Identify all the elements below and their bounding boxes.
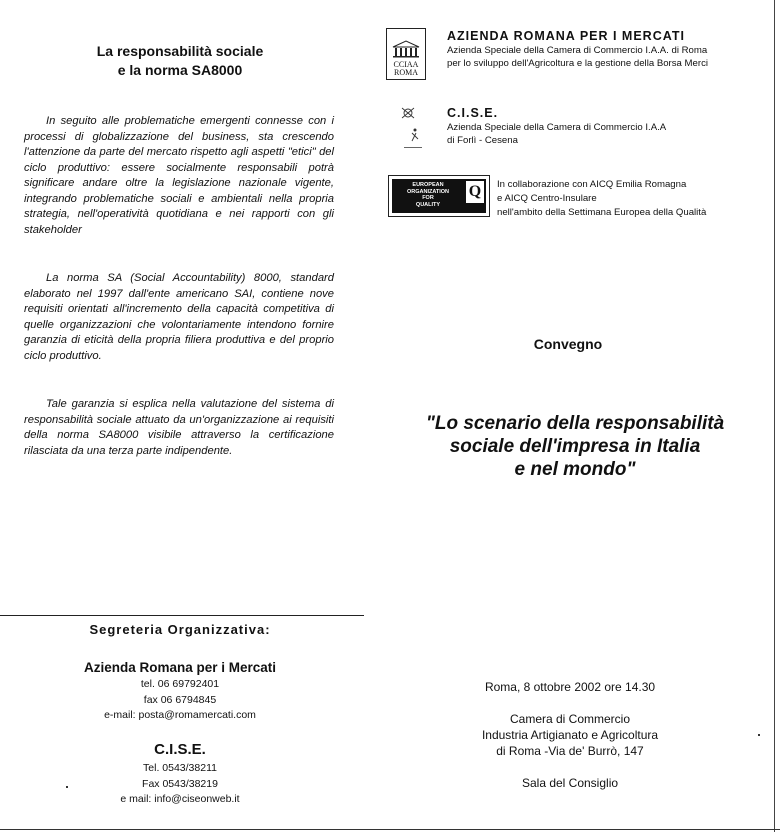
guarantee-paragraph: Tale garanzia si esplica nella valutazione del sistema di responsabilità sociale attuato da un'organizzazione ai requisiti della norma SA8000 visibile attraverso la certificazione rilasciata da una terza parte indipendente. — [24, 398, 334, 457]
contact-block-arm — [30, 659, 330, 724]
venue-line: Camera di Commercio — [509, 712, 631, 726]
eoq-text: EUROPEAN — [412, 182, 444, 188]
eoq-text: ORGANIZATION — [406, 188, 450, 195]
page-edge — [0, 829, 780, 830]
org-name: C.I.S.E. — [447, 106, 499, 120]
cise-emblem-icon — [398, 105, 430, 151]
contact-tel: Tel. 0543/38211 — [143, 762, 217, 774]
building-icon — [391, 40, 421, 58]
contact-block-cise — [30, 741, 330, 808]
eoq-text: QUALITY — [415, 201, 441, 208]
leaflet-title — [30, 42, 330, 80]
org-subtitle: Azienda Speciale della Camera di Commercio I.A.A — [447, 122, 667, 133]
org-subtitle: di Forlì - Cesena — [447, 135, 518, 146]
eoq-text: FOR — [422, 195, 434, 201]
org-subtitle: Azienda Speciale della Camera di Commercio I.A.A. di Roma — [447, 45, 708, 56]
venue-line: di Roma -Via de' Burrò, 147 — [496, 744, 644, 758]
event-title-line: "Lo scenario della responsabilità — [425, 413, 725, 434]
event-title-line: e nel mondo" — [514, 459, 636, 480]
cise-logo — [398, 105, 430, 156]
contact-email: e-mail: posta@romamercati.com — [104, 709, 256, 721]
event-date: Roma, 8 ottobre 2002 ore 14.30 — [484, 680, 656, 694]
collaboration-line: In collaborazione con AICQ Emilia Romagna — [497, 179, 687, 190]
eoq-q-letter: Q — [466, 181, 484, 203]
leaflet-title-line1: La responsabilità sociale — [96, 43, 264, 59]
venue-line: Industria Artigianato e Agricoltura — [481, 728, 659, 742]
event-label: Convegno — [533, 336, 603, 352]
collaboration-line: nell'ambito della Settimana Europea della Qualità — [497, 207, 707, 218]
norm-paragraph: La norma SA (Social Accountability) 8000, standard elaborato nel 1997 dall'ente americano SAI, contiene nove requisiti orientati all'incremento della capacità competitiva di quelle organizzazioni che volontariamente intendono fornire garanzia di eticità della propria filiera produttiva e del proprio ciclo produttivo. — [24, 272, 334, 362]
intro-paragraph: In seguito alle problematiche emergenti connesse con i processi di globalizzazione del business, sta crescendo l'attenzione da parte del mercato rispetto agli aspetti "etici" del ciclo produttivo: essere socialmente responsabili potrà significare andare oltre la legislazione nazionale vigente, integrando problematiche sociali e ambientali nella propria strategia, nell'operatività quotidiana e nei rapporti con gli stakeholder — [24, 115, 334, 236]
scan-speck — [66, 786, 68, 788]
logo-text: ROMA — [393, 68, 418, 77]
cciaa-roma-logo — [386, 28, 426, 80]
page-edge — [774, 0, 775, 832]
event-title-line: sociale dell'impresa in Italia — [449, 436, 701, 457]
event-venue — [420, 711, 720, 759]
leaflet-title-line2: e la norma SA8000 — [117, 62, 243, 78]
contact-fax: Fax 0543/38219 — [142, 777, 218, 790]
contact-email: e mail: info@ciseonweb.it — [120, 793, 240, 805]
eoq-logo — [388, 175, 490, 217]
secretariat-heading: Segreteria Organizzativa: — [89, 622, 271, 637]
collaboration-line: e AICQ Centro-Insulare — [497, 193, 597, 204]
contact-tel: tel. 06 69792401 — [140, 678, 220, 690]
scan-speck — [758, 734, 760, 736]
org-text — [447, 105, 666, 147]
contact-name: Azienda Romana per i Mercati — [83, 660, 277, 675]
org-text — [447, 28, 708, 70]
org-name: AZIENDA ROMANA PER I MERCATI — [447, 29, 685, 43]
event-room: Sala del Consiglio — [521, 776, 619, 790]
contact-name: C.I.S.E. — [154, 741, 206, 758]
logo-text: CCIAA — [393, 60, 419, 69]
org-subtitle: per lo sviluppo dell'Agricoltura e la gestione della Borsa Merci — [447, 58, 708, 69]
collaboration-text — [497, 178, 706, 220]
section-divider — [0, 615, 364, 616]
event-title — [388, 412, 762, 481]
contact-fax: fax 06 6794845 — [143, 693, 217, 706]
